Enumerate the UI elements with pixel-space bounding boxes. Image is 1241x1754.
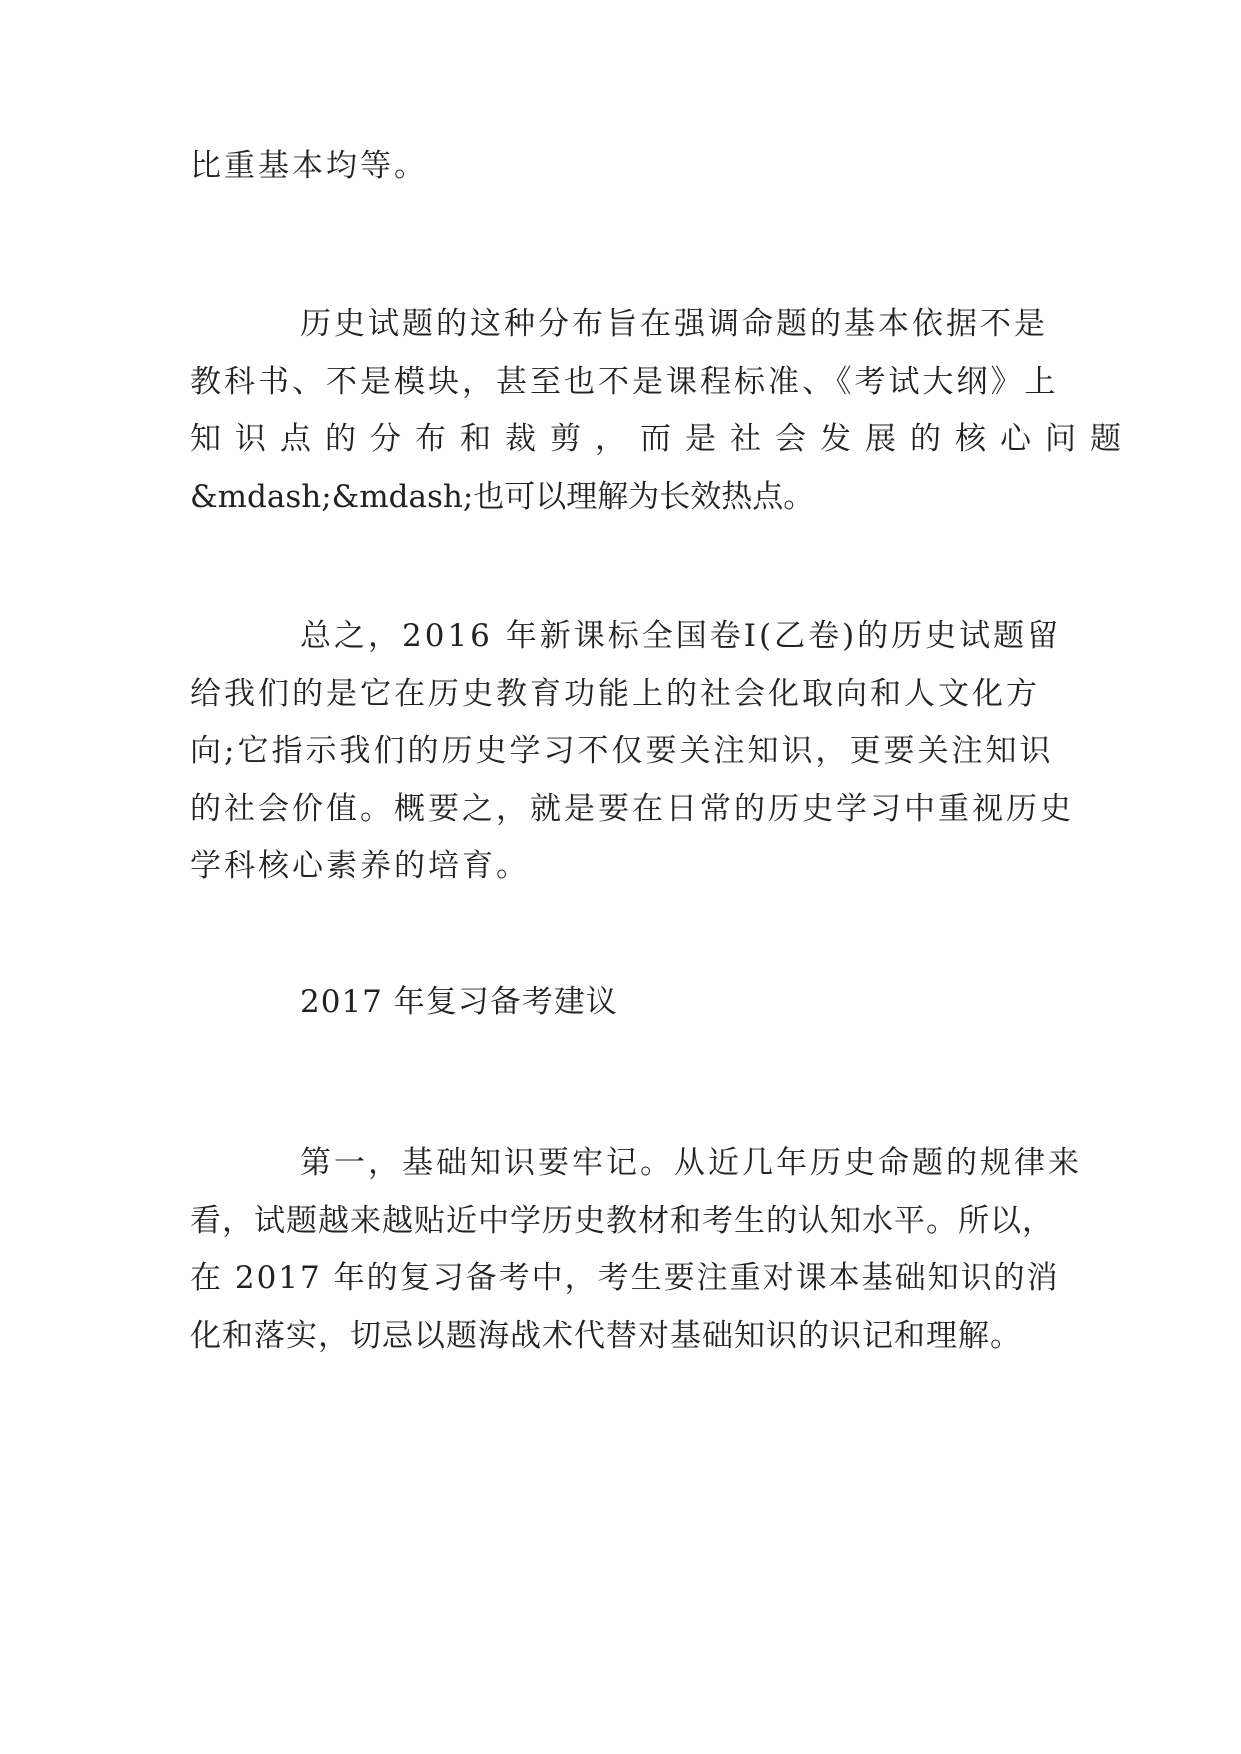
text-line: 在 2017 年的复习备考中，考生要注重对课本基础知识的消: [190, 1260, 1060, 1296]
section-heading: [190, 974, 1050, 1032]
paragraph-exam-distribution: [190, 296, 1135, 526]
text-line: 看，试题越来越贴近中学历史教材和考生的认知水平。所以，: [190, 1202, 1054, 1239]
text-line: 化和落实，切忌以题海战术代替对基础知识的识记和理解。: [190, 1317, 1022, 1354]
text-line: 历史试题的这种分布旨在强调命题的基本依据不是: [300, 306, 1048, 342]
heading-text: 2017 年复习备考建议: [300, 984, 618, 1020]
text-line: 总之，2016 年新课标全国卷Ⅰ(乙卷)的历史试题留: [300, 618, 1062, 654]
text-line: 学科核心素养的培育。: [190, 848, 530, 884]
text-line: 比重基本均等。: [190, 148, 428, 184]
paragraph-summary: [190, 608, 1074, 896]
text-line: 给我们的是它在历史教育功能上的社会化取向和人文化方: [190, 675, 1040, 712]
paragraph-continuation: [190, 138, 1050, 196]
text-line: 知识点的分布和裁剪，而是社会发展的核心问题: [190, 421, 1135, 457]
text-line: &mdash;&mdash;也可以理解为长效热点。: [190, 478, 815, 515]
text-line: 的社会价值。概要之，就是要在日常的历史学习中重视历史: [190, 790, 1074, 827]
paragraph-first-advice: [190, 1135, 1082, 1365]
text-line: 向;它指示我们的历史学习不仅要关注知识，更要关注知识: [190, 733, 1054, 769]
text-line: 教科书、不是模块，甚至也不是课程标准、《考试大纲》上: [190, 363, 1059, 400]
text-line: 第一，基础知识要牢记。从近几年历史命题的规律来: [300, 1145, 1082, 1181]
